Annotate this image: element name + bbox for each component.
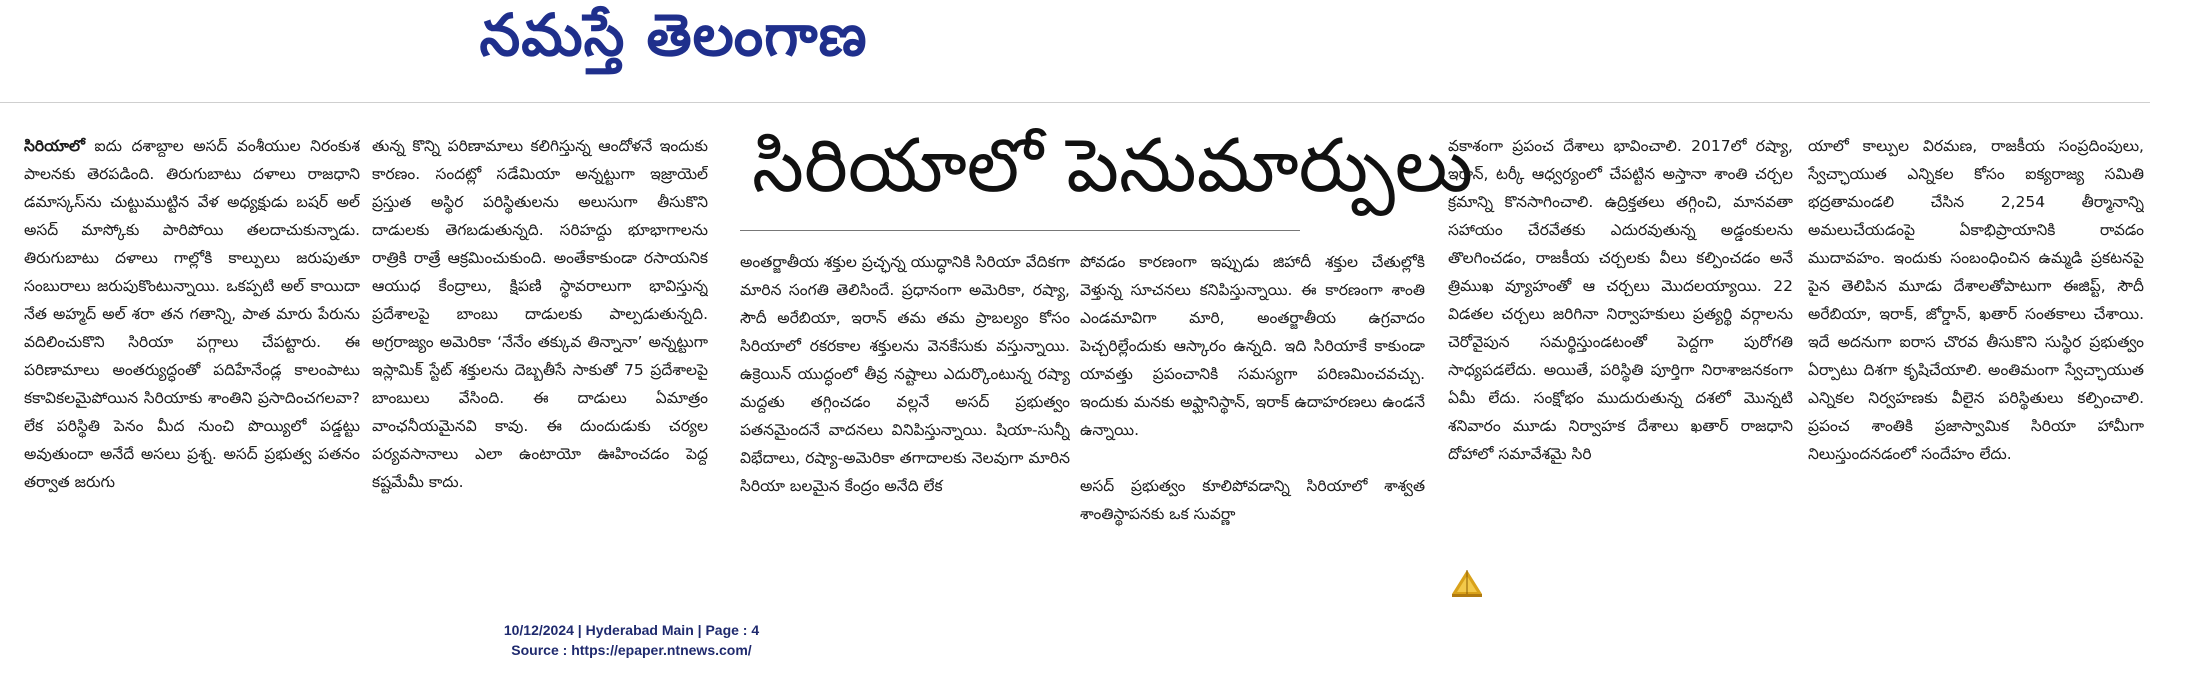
article-column-4 bbox=[1080, 248, 1425, 598]
footer-edition-info: 10/12/2024 | Hyderabad Main | Page : 4 bbox=[503, 622, 760, 638]
article-col5-text: వకాశంగా ప్రపంచ దేశాలు భావించాలి. 2017లో రష్యా, ఇరాన్, టర్కీ ఆధ్వర్యంలో చేపట్టిన అస్తానా శాంతి చర్చల క్రమాన్ని కొనసాగించాలి. ఉద్రిక్తతలు తగ్గించి, మానవతా సహాయం చేరవేతకు ఎదురవుతున్న అడ్డంకులను తొలగించడం, రాజకీయ చర్చలకు వీలు కల్పించడం అనే త్రిముఖ వ్యూహంతో ఆ చర్చలు మొదలయ్యాయి. 22 విడతల చర్చలు జరిగినా నిర్వాహకులు ప్రత్యర్థి వర్గాలను చెరోవైపున సమర్థిస్తుండటంతో పెద్దగా పురోగతి సాధ్యపడలేదు. అయితే, పరిస్థితి పూర్తిగా నిరాశాజనకంగా ఏమీ లేదు. సంక్షోభం ముదురుతున్న దశలో మొన్నటి శనివారం మూడు నిర్వాహక దేశాలు ఖతార్ రాజధాని దోహాలో సమావేశమై సిరి bbox=[1448, 137, 1793, 463]
masthead-rule bbox=[0, 102, 2150, 103]
masthead bbox=[0, 0, 2207, 100]
article-col2-text: తున్న కొన్ని పరిణామాలు కలిగిస్తున్న ఆందోళనే ఇందుకు కారణం. సందట్లో సడేమియా అన్నట్టుగా ఇజ్రాయెల్ ప్రస్తుత అస్థిర పరిస్థితులను అలుసుగా తీసుకొని దాడులకు తెగబడుతున్నది. సరిహద్దు భూభాగాలను రాత్రికి రాత్రే ఆక్రమించుకుంది. అంతేకాకుండా రసాయనిక ఆయుధ కేంద్రాలు, క్షిపణి స్థావరాలుగా భావిస్తున్న ప్రదేశాలపై బాంబు దాడులకు పాల్పడుతున్నది. అగ్రరాజ్యం అమెరికా ‘నేనేం తక్కువ తిన్నానా’ అన్నట్టుగా ఇస్లామిక్ స్టేట్ శక్తులను దెబ్బతీసే సాకుతో 75 ప్రదేశాలపై బాంబులు వేసింది. ఈ దాడులు ఏమాత్రం వాంఛనీయమైనవి కావు. ఈ దుందుడుకు చర్యల పర్యవసానాలు ఎలా ఉంటాయో ఊహించడం పెద్ద కష్టమేమీ కాదు. bbox=[372, 137, 708, 491]
headline-rule bbox=[740, 230, 1300, 231]
article-column-5 bbox=[1448, 132, 1793, 592]
article-column-6 bbox=[1808, 132, 2144, 592]
article-column-2 bbox=[372, 132, 708, 582]
article-col3-text: అంతర్జాతీయ శక్తుల ప్రచ్ఛన్న యుద్ధానికి సిరియా వేదికగా మారిన సంగతి తెలిసిందే. ప్రధానంగా అమెరికా, రష్యా, సౌదీ అరేబియా, ఇరాన్ తమ తమ ప్రాబల్యం కోసం సిరియాలో రకరకాల శక్తులను వెనకేసుకు వస్తున్నాయి. ఉక్రెయిన్ యుద్ధంలో తీవ్ర నష్టాలు ఎదుర్కొంటున్న రష్యా మద్దతు తగ్గించడం వల్లనే అసద్ ప్రభుత్వం పతనమైందనే వాదనలు వినిపిస్తున్నాయి. షియా-సున్నీ విభేదాలు, రష్యా-అమెరికా తగాదాలకు నెలవుగా మారిన సిరియా బలమైన కేంద్రం అనేది లేక bbox=[740, 253, 1070, 495]
article-col4a-text: పోవడం కారణంగా ఇప్పుడు జిహాదీ శక్తుల చేతుల్లోకి వెళ్తున్న సూచనలు కనిపిస్తున్నాయి. ఈ కారణంగా శాంతి ఎండమావిగా మారి, అంతర్జాతీయ ఉగ్రవాదం పెచ్చరిల్లేందుకు ఆస్కారం ఉన్నది. ఇది సిరియాకే కాకుండా యావత్తు ప్రపంచానికి సమస్యగా పరిణమించవచ్చు. ఇందుకు మనకు అఫ్ఘానిస్థాన్, ఇరాక్ ఉదాహరణలు ఉండనే ఉన్నాయి. bbox=[1080, 253, 1425, 439]
page-footer bbox=[0, 620, 2207, 660]
article-col1-text: ఐదు దశాబ్దాల అసద్ వంశీయుల నిరంకుశ పాలనకు తెరపడింది. తిరుగుబాటు దళాలు రాజధాని డమాస్కస్‌ను చుట్టుముట్టిన వేళ అధ్యక్షుడు బషర్ అల్ అసద్ మాస్కోకు పారిపోయి తలదాచుకున్నాడు. తిరుగుబాటు దళాలు గాల్లోకి కాల్పులు జరుపుతూ సంబురాలు జరుపుకొంటున్నాయి. ఒకప్పటి అల్ కాయిదా నేత అహ్మద్ అల్ శరా తన గతాన్ని, పాత మారు పేరును వదిలించుకొని సిరియా పగ్గాలు చేపట్టారు. ఈ పరిణామాలు అంతర్యుద్ధంతో పదిహేనేండ్ల కాలంపాటు కకావికలమైపోయిన సిరియాకు శాంతిని ప్రసాదించగలవా? లేక పరిస్థితి పెనం మీద నుంచి పొయ్యిలో పడ్డట్టు అవుతుందా అనేదే అసలు ప్రశ్న. అసద్ ప్రభుత్వ పతనం తర్వాత జరుగు bbox=[24, 137, 360, 491]
article-column-1 bbox=[24, 132, 360, 582]
masthead-title: నమస్తే తెలంగాణ bbox=[479, 0, 868, 69]
article-col4b-text: అసద్ ప్రభుత్వం కూలిపోవడాన్ని సిరియాలో శాశ్వత శాంతిస్థాపనకు ఒక సువర్ణా bbox=[1080, 477, 1425, 523]
article-headline: సిరియాలో పెనుమార్పులు bbox=[752, 123, 1473, 209]
footer-source: Source : https://epaper.ntnews.com/ bbox=[511, 642, 752, 658]
article-end-icon bbox=[1450, 568, 1484, 598]
article-lead-word: సిరియాలో bbox=[24, 137, 85, 155]
article-col6-text: యాలో కాల్పుల విరమణ, రాజకీయ సంప్రదింపులు, స్వేచ్ఛాయుత ఎన్నికల కోసం ఐక్యరాజ్య సమితి భద్రతామండలి చేసిన 2,254 తీర్మానాన్ని అమలుచేయడంపై ఏకాభిప్రాయానికి రావడం ముదావహం. ఇందుకు సంబంధించిన ఉమ్మడి ప్రకటనపై పైన తెలిపిన మూడు దేశాలతోపాటుగా ఈజిప్ట్, సౌదీ అరేబియా, ఇరాక్, జోర్డాన్, ఖతార్ సంతకాలు చేశాయి. ఇదే అదనుగా ఐరాస చొరవ తీసుకొని సుస్థిర ప్రభుత్వం ఏర్పాటు దిశగా కృషిచేయాలి. అంతిమంగా స్వేచ్ఛాయుత ఎన్నికల నిర్వహణకు వీలైన పరిస్థితులు కల్పించాలి. ప్రపంచ శాంతికి ప్రజాస్వామిక సిరియా హామీగా నిలుస్తుందనడంలో సందేహం లేదు. bbox=[1808, 137, 2144, 463]
article-column-3 bbox=[740, 248, 1070, 598]
